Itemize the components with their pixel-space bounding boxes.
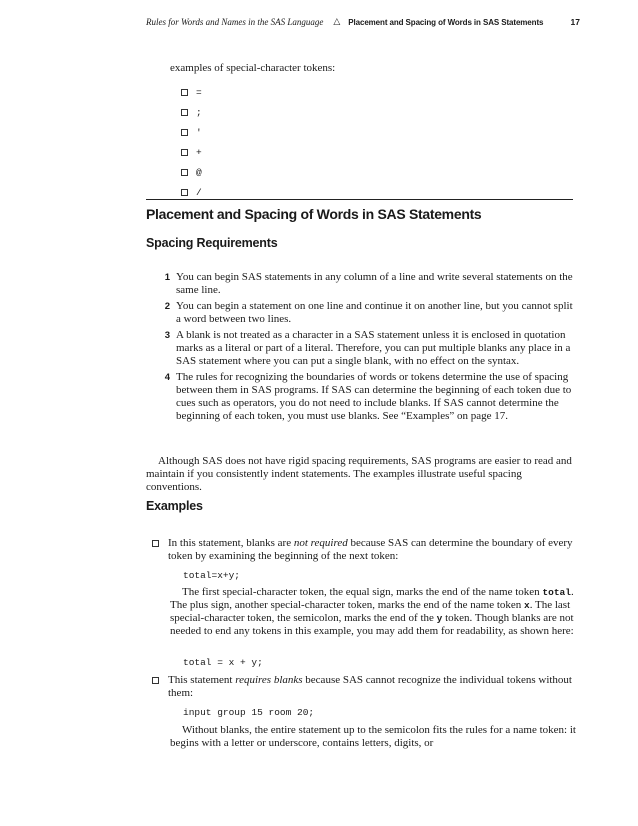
list-item [181,162,202,182]
example-1-explanation [170,586,576,638]
token-value: @ [196,166,202,178]
text-run: In this statement, blanks are [168,537,294,549]
example-2-bullet [152,674,576,700]
square-bullet-icon [181,129,188,136]
header-section: Placement and Spacing of Words in SAS Statements [348,17,544,27]
square-bullet-icon [181,109,188,116]
triangle-icon: △ [333,17,341,27]
emphasis: requires blanks [235,674,303,686]
list-item [146,271,578,297]
section-divider [146,199,573,200]
code-sample-1: total=x+y; [183,570,241,581]
text-run: . The plus sign, another special-character token, marks the end of the name token [170,586,574,611]
example-2-explanation: Without blanks, the entire statement up to the semicolon fits the rules for a name token: it begins with a letter or underscore, contains letters, digits, or [170,724,576,749]
item-number: 3 [164,330,170,341]
inline-code: x [524,600,530,611]
header-chapter: Rules for Words and Names in the SAS Language [146,17,324,27]
item-number: 1 [164,272,170,283]
item-text: A blank is not treated as a character in a SAS statement unless it is enclosed in quotation marks as a literal or part of a literal. Therefore, you can put multiple blanks any place in a SAS statement where you can put a single blank, with no effect on the syntax. [176,329,571,367]
spacing-paragraph: Although SAS does not have rigid spacing requirements, SAS programs are easier to read and maintain if you consistently indent statements. The examples illustrate useful spacing conventions. [146,455,572,493]
examples-heading: Examples [146,499,203,513]
token-value: ' [196,126,202,138]
list-item [181,82,202,102]
intro-text: examples of special-character tokens: [170,62,336,74]
item-number: 2 [164,301,170,312]
requirements-list [146,271,578,426]
emphasis: not required [293,537,348,549]
page-number: 17 [570,17,580,27]
example-2-text [168,674,576,700]
text-run: The first special-character token, the equal sign, marks the end of the name token [182,586,543,598]
inline-code: y [436,613,443,624]
token-value: = [196,86,202,98]
token-list [181,82,202,202]
running-header [146,17,580,27]
text-run: because SAS can determine the boundary of every token by examining the beginning of the next token: [168,537,573,562]
token-value: ; [196,106,202,118]
list-item [181,102,202,122]
code-sample-3: input group 15 room 20; [183,707,315,718]
spacing-heading: Spacing Requirements [146,236,278,250]
list-item [146,329,578,368]
square-bullet-icon [152,540,159,547]
item-text: You can begin a statement on one line and continue it on another line, but you cannot split a word between two lines. [176,300,573,325]
section-title: Placement and Spacing of Words in SAS Statements [146,206,482,222]
list-item [181,142,202,162]
text-run: because SAS cannot recognize the individual tokens without them: [168,674,572,699]
item-number: 4 [164,372,170,383]
token-value: / [196,186,202,198]
item-text: You can begin SAS statements in any column of a line and write several statements on the same line. [176,271,573,296]
text-run: token. Though blanks are not needed to end any tokens in this example, you may add them for readability, as shown here: [170,612,574,637]
text-run: This statement [168,674,236,686]
token-value: + [196,146,202,158]
square-bullet-icon [181,169,188,176]
square-bullet-icon [152,677,159,684]
square-bullet-icon [181,189,188,196]
square-bullet-icon [181,89,188,96]
list-item [181,122,202,142]
text-run: . The last special-character token, the semicolon, marks the end of the [170,599,571,624]
list-item [146,300,578,326]
square-bullet-icon [181,149,188,156]
example-1-bullet [152,537,576,563]
code-sample-2: total = x + y; [183,657,263,668]
item-text: The rules for recognizing the boundaries of words or tokens determine the use of spacing between them in SAS programs. If SAS can determine the beginning of each token due to cues such as operators, you do not need to include blanks. If SAS cannot determine the beginning of each token, you must use blanks. See “Examples” on page 17. [176,371,572,422]
example-1-text [168,537,576,563]
list-item [146,371,578,423]
inline-code: total [542,587,571,598]
